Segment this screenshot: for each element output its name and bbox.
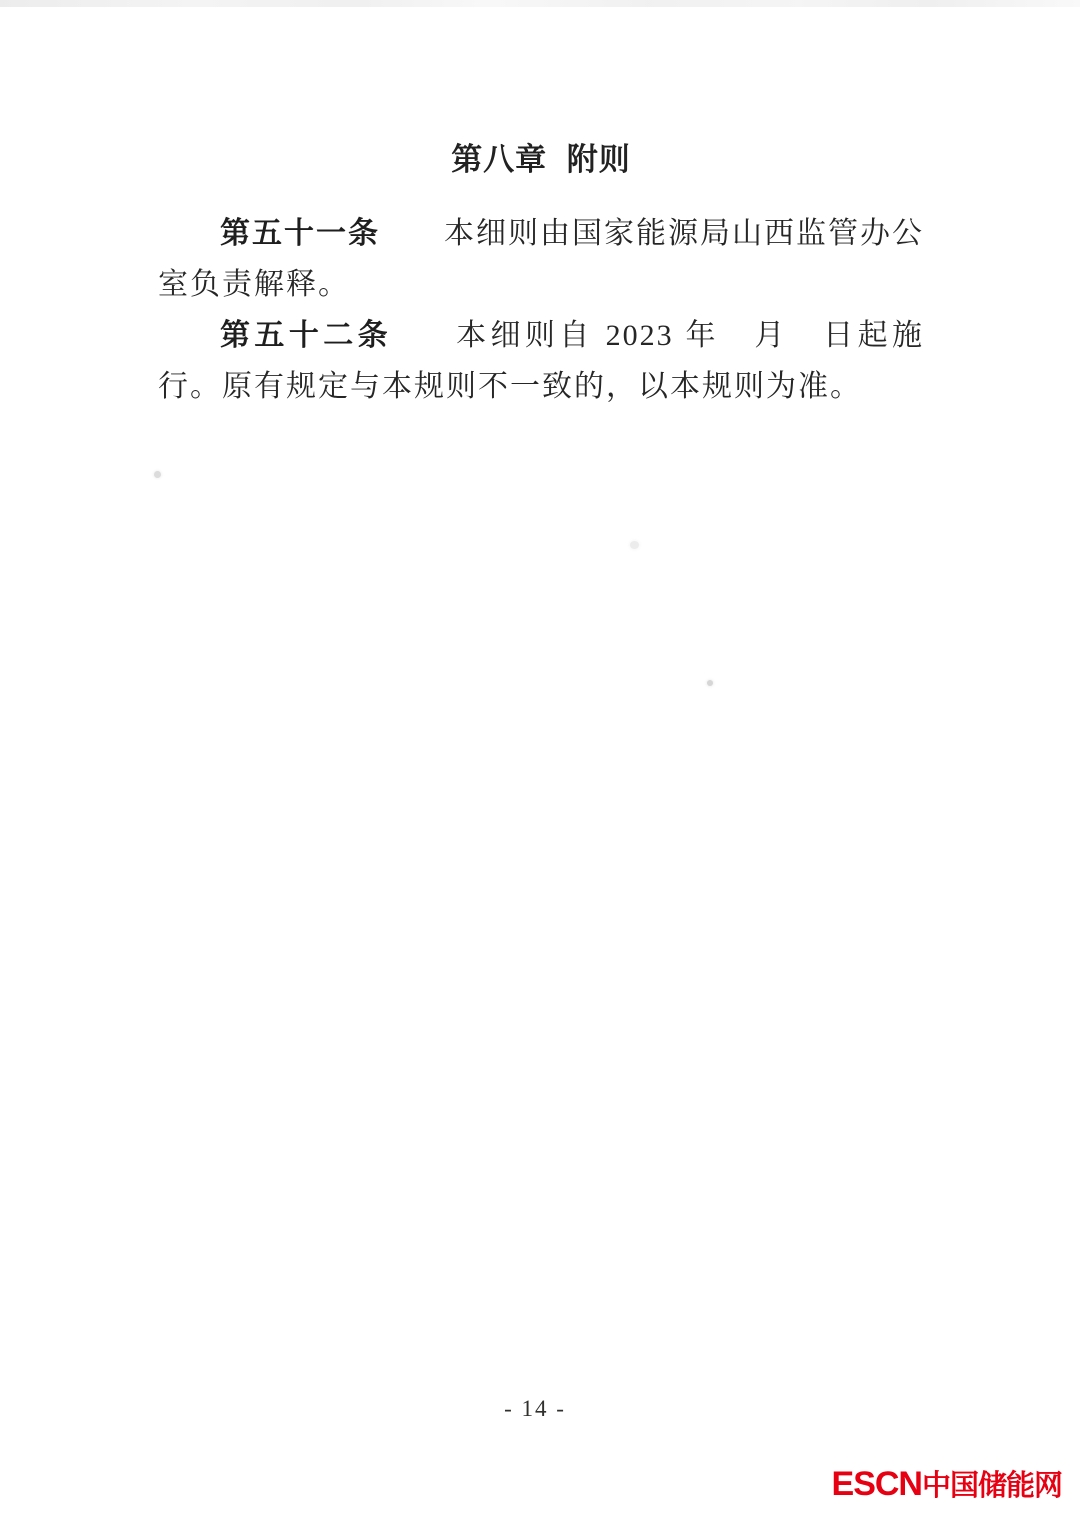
article-51-text: 本细则由国家能源局山西监管办公室负责解释。 <box>158 217 924 301</box>
article-51-label: 第五十一条 <box>220 217 380 250</box>
chapter-heading: 第八章 附则 <box>451 142 631 177</box>
escn-logo-latin: ESCN <box>831 1465 922 1503</box>
scan-edge-artifact <box>0 0 1080 7</box>
document-body <box>158 140 924 412</box>
scan-speck <box>707 680 713 686</box>
article-52-text: 本细则自 2023 年 月 日起施行。原有规定与本规则不一致的，以本规则为准。 <box>158 319 925 403</box>
scan-speck <box>154 471 161 478</box>
page-number: - 14 - <box>504 1396 566 1421</box>
escn-logo-cjk: 中国储能网 <box>921 1470 1062 1502</box>
article-52-paragraph <box>158 310 924 412</box>
escn-watermark-logo <box>832 1466 1062 1509</box>
article-52-label: 第五十二条 <box>220 319 393 352</box>
article-51-paragraph <box>158 208 924 310</box>
scan-speck <box>630 541 639 549</box>
